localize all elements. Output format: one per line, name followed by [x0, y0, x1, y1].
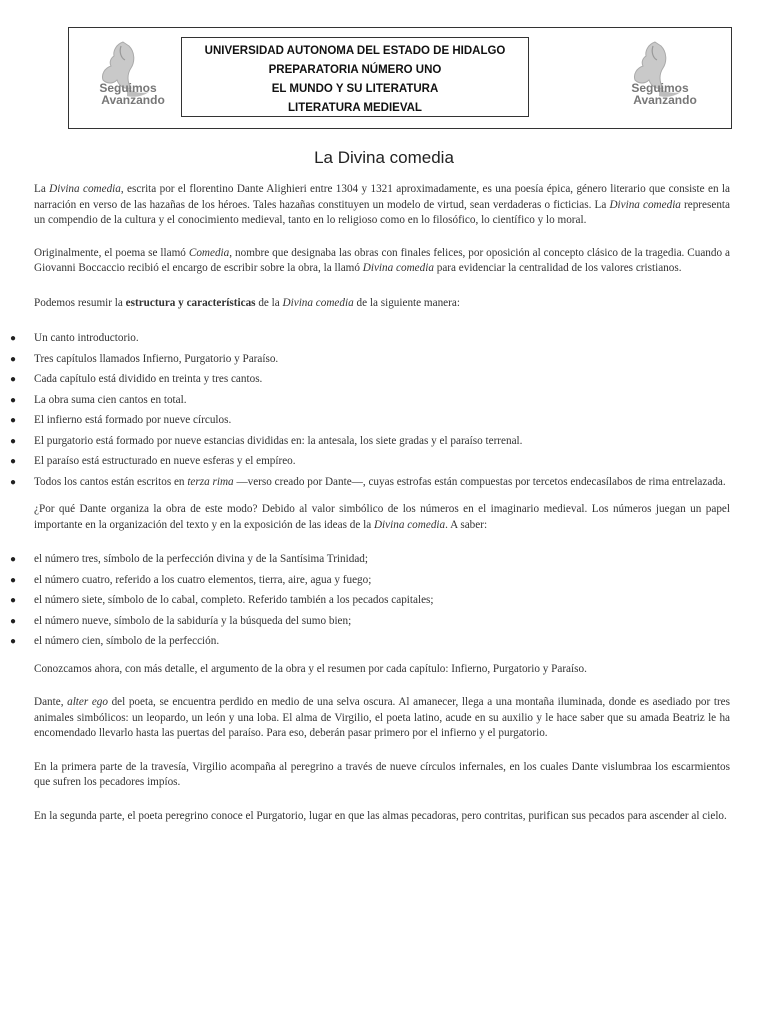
logo-text-seguimos: Seguimos: [631, 81, 689, 95]
institution-line-unit: LITERATURA MEDIEVAL: [288, 102, 422, 114]
bullet-icon: ●: [10, 456, 17, 467]
paragraph-intro: La Divina comedia, escrita por el florentino Dante Alighieri entre 1304 y 1321 aproximadamente, es una poesía épica, género literario que consiste en la narración en verso de las hazañas de los héroes. Tales hazañas constituyen un modelo de virtud, sean verdaderas o ficticias. La Divina comedia representa un compendio de la cultura y el conocimiento medieval, tanto en lo religioso como en lo filosófico, lo científico y lo moral.: [34, 183, 730, 226]
bullet-icon: ●: [10, 574, 17, 586]
eagle-icon: [83, 34, 173, 122]
logo-text-avanzando: Avanzando: [633, 93, 697, 107]
paragraph-argument: Dante, alter ego del poeta, se encuentra perdido en medio de una selva oscura. Al amanecer, llega a una montaña iluminada, donde es asediado por tres animales simbólicos: un leopardo, un león y una loba. El alma de Virgilio, el poeta latino, acude en su auxilio y le hace saber que su amada Beatriz le ha encomendado llevarlo hasta las puertas del paraíso. Para eso, deberán pasar primero por el infierno y el purgatorio.: [34, 696, 730, 739]
list-item: ● el número cuatro, referido a los cuatro elementos, tierra, aire, agua y fuego;: [34, 573, 730, 589]
bullet-icon: ●: [10, 394, 17, 406]
eagle-icon: [615, 34, 705, 122]
list-item: ● El purgatorio está formado por nueve estancias divididas en: la antesala, los siete gradas y el paraíso terrenal.: [34, 434, 730, 450]
list-item: ● el número siete, símbolo de lo cabal, completo. Referido también a los pecados capitales;: [34, 593, 730, 609]
document-title: La Divina comedia: [314, 148, 454, 167]
bullet-icon: ●: [10, 554, 17, 565]
list-item: ● El infierno está formado por nueve círculos.: [34, 413, 730, 429]
bullet-icon: ●: [10, 595, 17, 606]
paragraph-argument-intro: Conozcamos ahora, con más detalle, el argumento de la obra y el resumen por cada capítulo: Infierno, Purgatorio y Paraíso.: [34, 662, 587, 675]
list-item: ● Todos los cantos están escritos en terza rima —verso creado por Dante—, cuyas estrofas están compuestas por tercetos endecasílabos de rima entrelazada.: [34, 475, 730, 491]
logo-wordmark: [83, 82, 173, 106]
bullet-icon: ●: [10, 636, 17, 647]
bullet-icon: ●: [10, 333, 17, 344]
list-item: ● La obra suma cien cantos en total.: [34, 393, 730, 409]
paragraph-inferno: En la primera parte de la travesía, Virgilio acompaña al peregrino a través de nueve círculos infernales, en los cuales Dante vislumbraa los escarmientos que sufren los pecadores impíos.: [34, 760, 730, 788]
bullet-icon: ●: [10, 615, 17, 627]
institution-line-course: EL MUNDO Y SU LITERATURA: [271, 83, 439, 95]
header-box: [68, 27, 732, 129]
institution-line-school: PREPARATORIA NÚMERO UNO: [268, 64, 442, 76]
list-item: ● el número nueve, símbolo de la sabiduría y la búsqueda del sumo bien;: [34, 614, 730, 630]
list-item: ● el número cien, símbolo de la perfección.: [34, 634, 730, 650]
institution-line-university: UNIVERSIDAD AUTONOMA DEL ESTADO DE HIDALGO: [204, 45, 506, 57]
paragraph-numbers: ¿Por qué Dante organiza la obra de este modo? Debido al valor simbólico de los números en el imaginario medieval. Los números juegan un papel importante en la organización del texto y en la exposición de las ideas de la Divina comedia. A saber:: [34, 503, 730, 531]
bullet-icon: ●: [10, 353, 17, 365]
paragraph-origin: Originalmente, el poema se llamó Comedia, nombre que designaba las obras con finales felices, por oposición al concepto clásico de la tragedia. Cuando a Giovanni Boccaccio recibió el encargo de escribir sobre la obra, la llamó Divina comedia para evidenciar la centralidad de los valores cristianos.: [34, 246, 730, 274]
bullet-icon: ●: [10, 476, 17, 488]
list-item: ● el número tres, símbolo de la perfección divina y de la Santísima Trinidad;: [34, 552, 730, 568]
list-item: ● El paraíso está estructurado en nueve esferas y el empíreo.: [34, 454, 730, 470]
logo-wordmark: [615, 82, 705, 106]
paragraph-structure-intro: Podemos resumir la estructura y características de la Divina comedia de la siguiente manera:: [34, 296, 460, 309]
seguimos-avanzando-logo-left: [83, 34, 173, 122]
document-body: [10, 182, 730, 824]
numbers-list: [10, 552, 730, 650]
bullet-icon: ●: [10, 415, 17, 426]
paragraph-purgatorio: En la segunda parte, el poeta peregrino conoce el Purgatorio, lugar en que las almas pecadoras, pero contritas, purifican sus pecados para ascender al cielo.: [34, 809, 727, 822]
bullet-icon: ●: [10, 435, 17, 447]
bullet-icon: ●: [10, 374, 17, 385]
list-item: ● Tres capítulos llamados Infierno, Purgatorio y Paraíso.: [34, 352, 730, 368]
list-item: ● Cada capítulo está dividido en treinta y tres cantos.: [34, 372, 730, 388]
seguimos-avanzando-logo-right: [615, 34, 705, 122]
institution-box: [181, 37, 529, 117]
structure-list: [10, 331, 730, 490]
list-item: ● Un canto introductorio.: [34, 331, 730, 347]
logo-text-avanzando: Avanzando: [101, 93, 165, 107]
logo-text-seguimos: Seguimos: [99, 81, 157, 95]
